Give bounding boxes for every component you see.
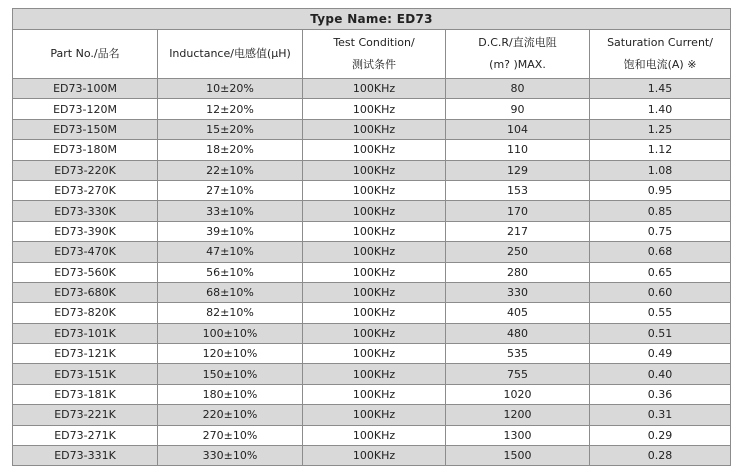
cell-test-condition: 100KHz xyxy=(303,303,446,323)
cell-inductance: 56±10% xyxy=(158,262,303,282)
cell-inductance: 22±10% xyxy=(158,160,303,180)
cell-part-no: ED73-101K xyxy=(13,323,158,343)
cell-test-condition: 100KHz xyxy=(303,180,446,200)
cell-saturation-current: 1.12 xyxy=(590,140,731,160)
cell-part-no: ED73-270K xyxy=(13,180,158,200)
cell-test-condition: 100KHz xyxy=(303,446,446,466)
header-saturation-line1: Saturation Current/ xyxy=(607,36,713,49)
cell-dcr: 480 xyxy=(446,323,590,343)
cell-part-no: ED73-220K xyxy=(13,160,158,180)
cell-test-condition: 100KHz xyxy=(303,160,446,180)
cell-inductance: 12±20% xyxy=(158,99,303,119)
cell-dcr: 90 xyxy=(446,99,590,119)
cell-dcr: 1500 xyxy=(446,446,590,466)
cell-dcr: 405 xyxy=(446,303,590,323)
cell-part-no: ED73-331K xyxy=(13,446,158,466)
table-row xyxy=(13,364,731,384)
cell-test-condition: 100KHz xyxy=(303,79,446,99)
cell-part-no: ED73-560K xyxy=(13,262,158,282)
cell-saturation-current: 1.25 xyxy=(590,119,731,139)
table-row xyxy=(13,384,731,404)
cell-test-condition: 100KHz xyxy=(303,201,446,221)
cell-inductance: 100±10% xyxy=(158,323,303,343)
table-row xyxy=(13,303,731,323)
cell-dcr: 129 xyxy=(446,160,590,180)
table-row xyxy=(13,201,731,221)
cell-saturation-current: 1.45 xyxy=(590,79,731,99)
cell-part-no: ED73-221K xyxy=(13,405,158,425)
cell-test-condition: 100KHz xyxy=(303,282,446,302)
cell-saturation-current: 1.40 xyxy=(590,99,731,119)
cell-test-condition: 100KHz xyxy=(303,119,446,139)
cell-saturation-current: 0.28 xyxy=(590,446,731,466)
cell-dcr: 1300 xyxy=(446,425,590,445)
cell-test-condition: 100KHz xyxy=(303,221,446,241)
cell-part-no: ED73-330K xyxy=(13,201,158,221)
header-test-condition xyxy=(303,30,446,79)
cell-dcr: 755 xyxy=(446,364,590,384)
cell-dcr: 1020 xyxy=(446,384,590,404)
cell-dcr: 104 xyxy=(446,119,590,139)
table-row xyxy=(13,180,731,200)
table-row xyxy=(13,242,731,262)
cell-inductance: 33±10% xyxy=(158,201,303,221)
cell-inductance: 220±10% xyxy=(158,405,303,425)
cell-test-condition: 100KHz xyxy=(303,364,446,384)
cell-test-condition: 100KHz xyxy=(303,323,446,343)
table-title: Type Name: ED73 xyxy=(13,9,731,30)
table-row xyxy=(13,425,731,445)
cell-dcr: 280 xyxy=(446,262,590,282)
cell-saturation-current: 1.08 xyxy=(590,160,731,180)
table-row xyxy=(13,119,731,139)
cell-inductance: 18±20% xyxy=(158,140,303,160)
table-row xyxy=(13,446,731,466)
cell-saturation-current: 0.36 xyxy=(590,384,731,404)
cell-saturation-current: 0.75 xyxy=(590,221,731,241)
cell-part-no: ED73-100M xyxy=(13,79,158,99)
cell-saturation-current: 0.49 xyxy=(590,344,731,364)
table-row xyxy=(13,344,731,364)
cell-part-no: ED73-150M xyxy=(13,119,158,139)
cell-part-no: ED73-390K xyxy=(13,221,158,241)
cell-dcr: 153 xyxy=(446,180,590,200)
cell-test-condition: 100KHz xyxy=(303,262,446,282)
cell-part-no: ED73-181K xyxy=(13,384,158,404)
header-inductance: Inductance/电感值(μH) xyxy=(158,30,303,79)
header-part-no: Part No./品名 xyxy=(13,30,158,79)
cell-part-no: ED73-680K xyxy=(13,282,158,302)
cell-dcr: 110 xyxy=(446,140,590,160)
cell-dcr: 217 xyxy=(446,221,590,241)
table-row xyxy=(13,221,731,241)
table-header-row xyxy=(13,30,731,79)
cell-inductance: 120±10% xyxy=(158,344,303,364)
table-row xyxy=(13,99,731,119)
cell-inductance: 27±10% xyxy=(158,180,303,200)
cell-dcr: 1200 xyxy=(446,405,590,425)
cell-test-condition: 100KHz xyxy=(303,140,446,160)
table-row xyxy=(13,323,731,343)
table-row xyxy=(13,262,731,282)
header-dcr-line2: (m? )MAX. xyxy=(489,58,546,71)
cell-inductance: 39±10% xyxy=(158,221,303,241)
cell-inductance: 15±20% xyxy=(158,119,303,139)
cell-inductance: 150±10% xyxy=(158,364,303,384)
cell-dcr: 250 xyxy=(446,242,590,262)
table-body xyxy=(13,79,731,466)
table-title-row xyxy=(13,9,731,30)
cell-inductance: 68±10% xyxy=(158,282,303,302)
header-test-condition-line2: 测试条件 xyxy=(352,58,396,71)
cell-saturation-current: 0.51 xyxy=(590,323,731,343)
cell-inductance: 180±10% xyxy=(158,384,303,404)
spec-table xyxy=(12,8,731,466)
cell-inductance: 330±10% xyxy=(158,446,303,466)
cell-test-condition: 100KHz xyxy=(303,344,446,364)
cell-saturation-current: 0.65 xyxy=(590,262,731,282)
cell-inductance: 82±10% xyxy=(158,303,303,323)
cell-inductance: 47±10% xyxy=(158,242,303,262)
cell-saturation-current: 0.95 xyxy=(590,180,731,200)
spec-table-container xyxy=(12,8,730,466)
cell-saturation-current: 0.31 xyxy=(590,405,731,425)
cell-test-condition: 100KHz xyxy=(303,99,446,119)
cell-dcr: 170 xyxy=(446,201,590,221)
cell-saturation-current: 0.85 xyxy=(590,201,731,221)
cell-test-condition: 100KHz xyxy=(303,242,446,262)
header-saturation-current xyxy=(590,30,731,79)
table-row xyxy=(13,282,731,302)
table-row xyxy=(13,79,731,99)
cell-part-no: ED73-151K xyxy=(13,364,158,384)
cell-saturation-current: 0.55 xyxy=(590,303,731,323)
cell-inductance: 10±20% xyxy=(158,79,303,99)
cell-saturation-current: 0.60 xyxy=(590,282,731,302)
cell-dcr: 330 xyxy=(446,282,590,302)
table-row xyxy=(13,160,731,180)
cell-part-no: ED73-120M xyxy=(13,99,158,119)
cell-part-no: ED73-180M xyxy=(13,140,158,160)
cell-test-condition: 100KHz xyxy=(303,425,446,445)
cell-dcr: 80 xyxy=(446,79,590,99)
cell-dcr: 535 xyxy=(446,344,590,364)
cell-saturation-current: 0.29 xyxy=(590,425,731,445)
cell-inductance: 270±10% xyxy=(158,425,303,445)
cell-part-no: ED73-470K xyxy=(13,242,158,262)
cell-saturation-current: 0.68 xyxy=(590,242,731,262)
cell-part-no: ED73-271K xyxy=(13,425,158,445)
header-saturation-line2: 饱和电流(A) ※ xyxy=(623,58,697,71)
cell-test-condition: 100KHz xyxy=(303,405,446,425)
cell-test-condition: 100KHz xyxy=(303,384,446,404)
table-row xyxy=(13,405,731,425)
header-test-condition-line1: Test Condition/ xyxy=(333,36,415,49)
header-dcr xyxy=(446,30,590,79)
cell-part-no: ED73-820K xyxy=(13,303,158,323)
cell-part-no: ED73-121K xyxy=(13,344,158,364)
header-dcr-line1: D.C.R/直流电阻 xyxy=(478,36,557,49)
table-row xyxy=(13,140,731,160)
cell-saturation-current: 0.40 xyxy=(590,364,731,384)
